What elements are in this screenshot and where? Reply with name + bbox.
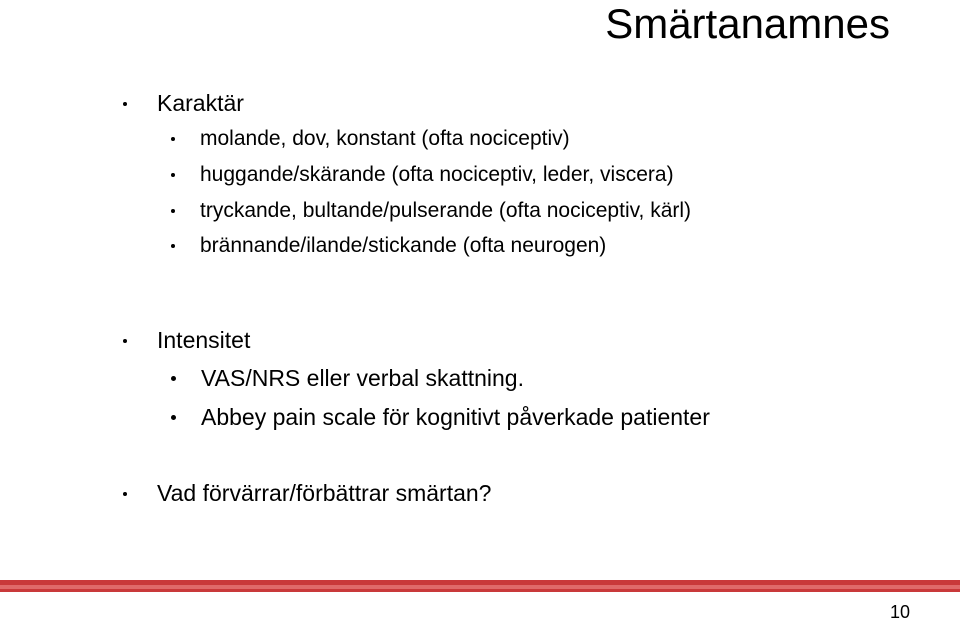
slide-title: Smärtanamnes (605, 0, 890, 47)
list-item-text: VAS/NRS eller verbal skattning. (201, 365, 524, 391)
bullet-vad-forvarrar (123, 480, 491, 507)
list-item-text: huggande/skärande (ofta nociceptiv, leder, viscera) (200, 163, 674, 186)
bullet-dot (171, 173, 175, 177)
list-item (171, 234, 606, 258)
list-item-text: Abbey pain scale för kognitivt påverkade patienter (201, 404, 710, 430)
bullet-dot (123, 339, 127, 343)
bullet-dot (123, 492, 127, 496)
section-heading: Vad förvärrar/förbättrar smärtan? (157, 480, 492, 506)
bullet-intensitet (123, 327, 250, 354)
list-item-text: molande, dov, konstant (ofta nociceptiv) (200, 127, 570, 150)
section-heading: Intensitet (157, 327, 251, 353)
section-heading: Karaktär (157, 90, 244, 116)
page-number: 10 (889, 602, 910, 622)
list-item-text: tryckande, bultande/pulserande (ofta nociceptiv, kärl) (200, 199, 692, 222)
bullet-karaktar (123, 90, 244, 117)
bullet-dot (171, 244, 175, 248)
bullet-dot (171, 209, 175, 213)
list-item (171, 127, 570, 151)
bullet-dot (171, 137, 175, 141)
list-item (171, 163, 674, 187)
bullet-dot (123, 102, 127, 106)
footer-accent-stripe (0, 585, 960, 589)
list-item (171, 199, 691, 223)
list-item-text: brännande/ilande/stickande (ofta neurogen) (200, 234, 607, 257)
list-item (171, 404, 710, 431)
bullet-dot (171, 376, 176, 381)
list-item (171, 365, 524, 392)
bullet-dot (171, 415, 176, 420)
